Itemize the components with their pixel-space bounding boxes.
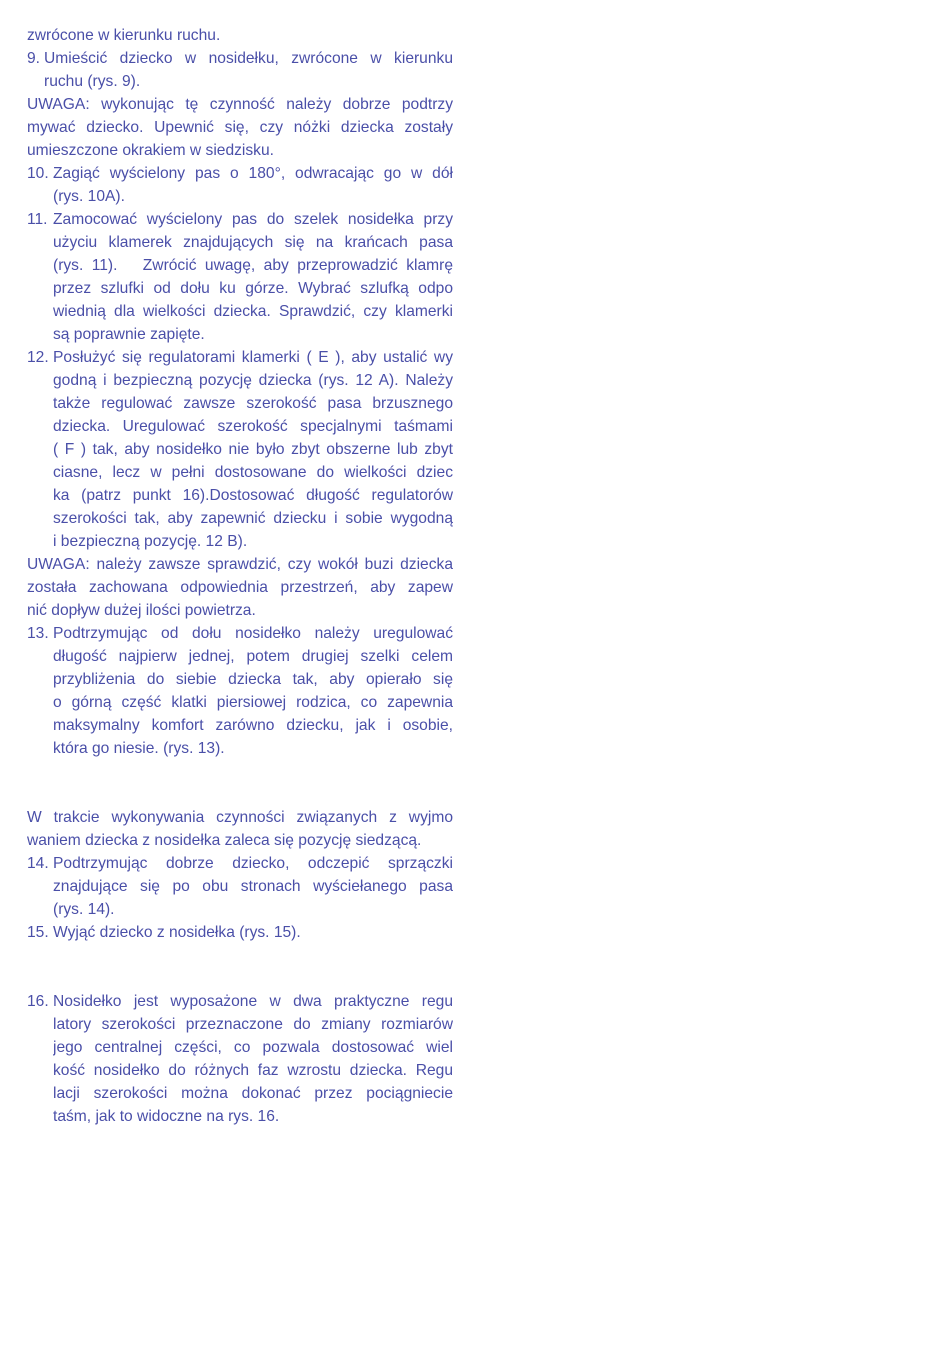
paragraph-line: W trakcie wykonywania czynności związanych z wyjmo <box>27 809 453 826</box>
intro-line: zwrócone w kierunku ruchu. <box>27 27 221 44</box>
item-line: Nosidełko jest wyposażone w dwa praktyczne regu <box>53 993 453 1010</box>
warning-note-1 <box>27 93 453 162</box>
item-line: (rys. 14). <box>53 901 115 918</box>
warning-note-2 <box>27 553 453 622</box>
item-line: Podtrzymując od dołu nosidełko należy uregulować <box>53 625 453 642</box>
item-number: 11. <box>27 211 48 228</box>
instruction-item-15 <box>27 921 453 944</box>
item-line: ka (patrz punkt 16).Dostosować długość regulatorów <box>53 487 453 504</box>
item-line: także regulować zawsze szerokość pasa brzusznego <box>53 395 453 412</box>
item-number: 12. <box>27 349 49 366</box>
item-number: 10. <box>27 165 49 182</box>
item-line: ( F ) tak, aby nosidełko nie było zbyt obszerne lub zbyt <box>53 441 453 458</box>
item-line: ciasne, lecz w pełni dostosowane do wielkości dziec <box>53 464 453 481</box>
section-gap <box>27 760 453 806</box>
instruction-item-10 <box>27 162 453 208</box>
paragraph-line: waniem dziecka z nosidełka zaleca się pozycję siedzącą. <box>27 832 422 849</box>
item-line: Zamocować wyścielony pas do szelek nosidełka przy <box>53 211 453 228</box>
item-line: maksymalny komfort zarówno dziecku, jak i osobie, <box>53 717 453 734</box>
item-line: dziecka. Uregulować szerokość specjalnymi taśmami <box>53 418 453 435</box>
item-line: Podtrzymując dobrze dziecko, odczepić sprzączki <box>53 855 453 872</box>
item-number: 9. <box>27 50 41 67</box>
item-line: lacji szerokości można dokonać przez pociągniecie <box>53 1085 453 1102</box>
document-column <box>27 24 453 1128</box>
item-line: są poprawnie zapięte. <box>53 326 205 343</box>
item-line: przez szlufki od dołu ku górze. Wybrać szlufką odpo <box>53 280 453 297</box>
item-line: latory szerokości przeznaczone do zmiany rozmiarów <box>53 1016 453 1033</box>
item-line: która go niesie. (rys. 13). <box>53 740 225 757</box>
instruction-item-12 <box>27 346 453 553</box>
item-number: 15. <box>27 924 49 941</box>
item-line: użyciu klamerek znajdujących się na krańcach pasa <box>53 234 453 251</box>
item-line: Zagiąć wyścielony pas o 180°, odwracając go w dół <box>53 165 453 182</box>
section-gap <box>27 944 453 990</box>
instruction-item-16 <box>27 990 453 1128</box>
item-line: znajdujące się po obu stronach wyściełanego pasa <box>53 878 453 895</box>
item-line: ruchu (rys. 9). <box>44 73 141 90</box>
note-line: umieszczone okrakiem w siedzisku. <box>27 142 274 159</box>
item-number: 13. <box>27 625 49 642</box>
item-line: przybliżenia do siebie dziecka tak, aby opierało się <box>53 671 453 688</box>
item-line: godną i bezpieczną pozycję dziecka (rys. 12 A). Należy <box>53 372 453 389</box>
note-line: została zachowana odpowiednia przestrzeń, aby zapew <box>27 579 453 596</box>
note-line: mywać dziecko. Upewnić się, czy nóżki dziecka zostały <box>27 119 453 136</box>
instruction-item-14 <box>27 852 453 921</box>
note-line: nić dopływ dużej ilości powietrza. <box>27 602 256 619</box>
item-line: długość najpierw jednej, potem drugiej szelki celem <box>53 648 453 665</box>
note-line: UWAGA: należy zawsze sprawdzić, czy wokół buzi dziecka <box>27 556 453 573</box>
item-line: Posłużyć się regulatorami klamerki ( E ), aby ustalić wy <box>53 349 453 366</box>
item-line: Wyjąć dziecko z nosidełka (rys. 15). <box>53 924 301 941</box>
note-line: UWAGA: wykonując tę czynność należy dobrze podtrzy <box>27 96 453 113</box>
item-line: Umieścić dziecko w nosidełku, zwrócone w kierunku <box>44 50 453 67</box>
instruction-item-11 <box>27 208 453 346</box>
item-line: wiednią dla wielkości dziecka. Sprawdzić, czy klamerki <box>53 303 453 320</box>
item-line: i bezpieczną pozycję. 12 B). <box>53 533 248 550</box>
item-line: o górną część klatki piersiowej rodzica, co zapewnia <box>53 694 453 711</box>
item-line: kość nosidełko do różnych faz wzrostu dziecka. Regu <box>53 1062 453 1079</box>
item-line: taśm, jak to widoczne na rys. 16. <box>53 1108 280 1125</box>
item-line: jego centralnej części, co pozwala dostosować wiel <box>53 1039 453 1056</box>
item-line: (rys. 10A). <box>53 188 125 205</box>
item-line: szerokości tak, aby zapewnić dziecku i sobie wygodną <box>53 510 453 527</box>
removal-paragraph <box>27 806 453 852</box>
item-line: (rys. 11). Zwrócić uwagę, aby przeprowadzić klamrę <box>53 257 453 274</box>
instruction-item-9 <box>27 47 453 93</box>
instruction-item-13 <box>27 622 453 760</box>
item-number: 16. <box>27 993 49 1010</box>
item-number: 14. <box>27 855 49 872</box>
